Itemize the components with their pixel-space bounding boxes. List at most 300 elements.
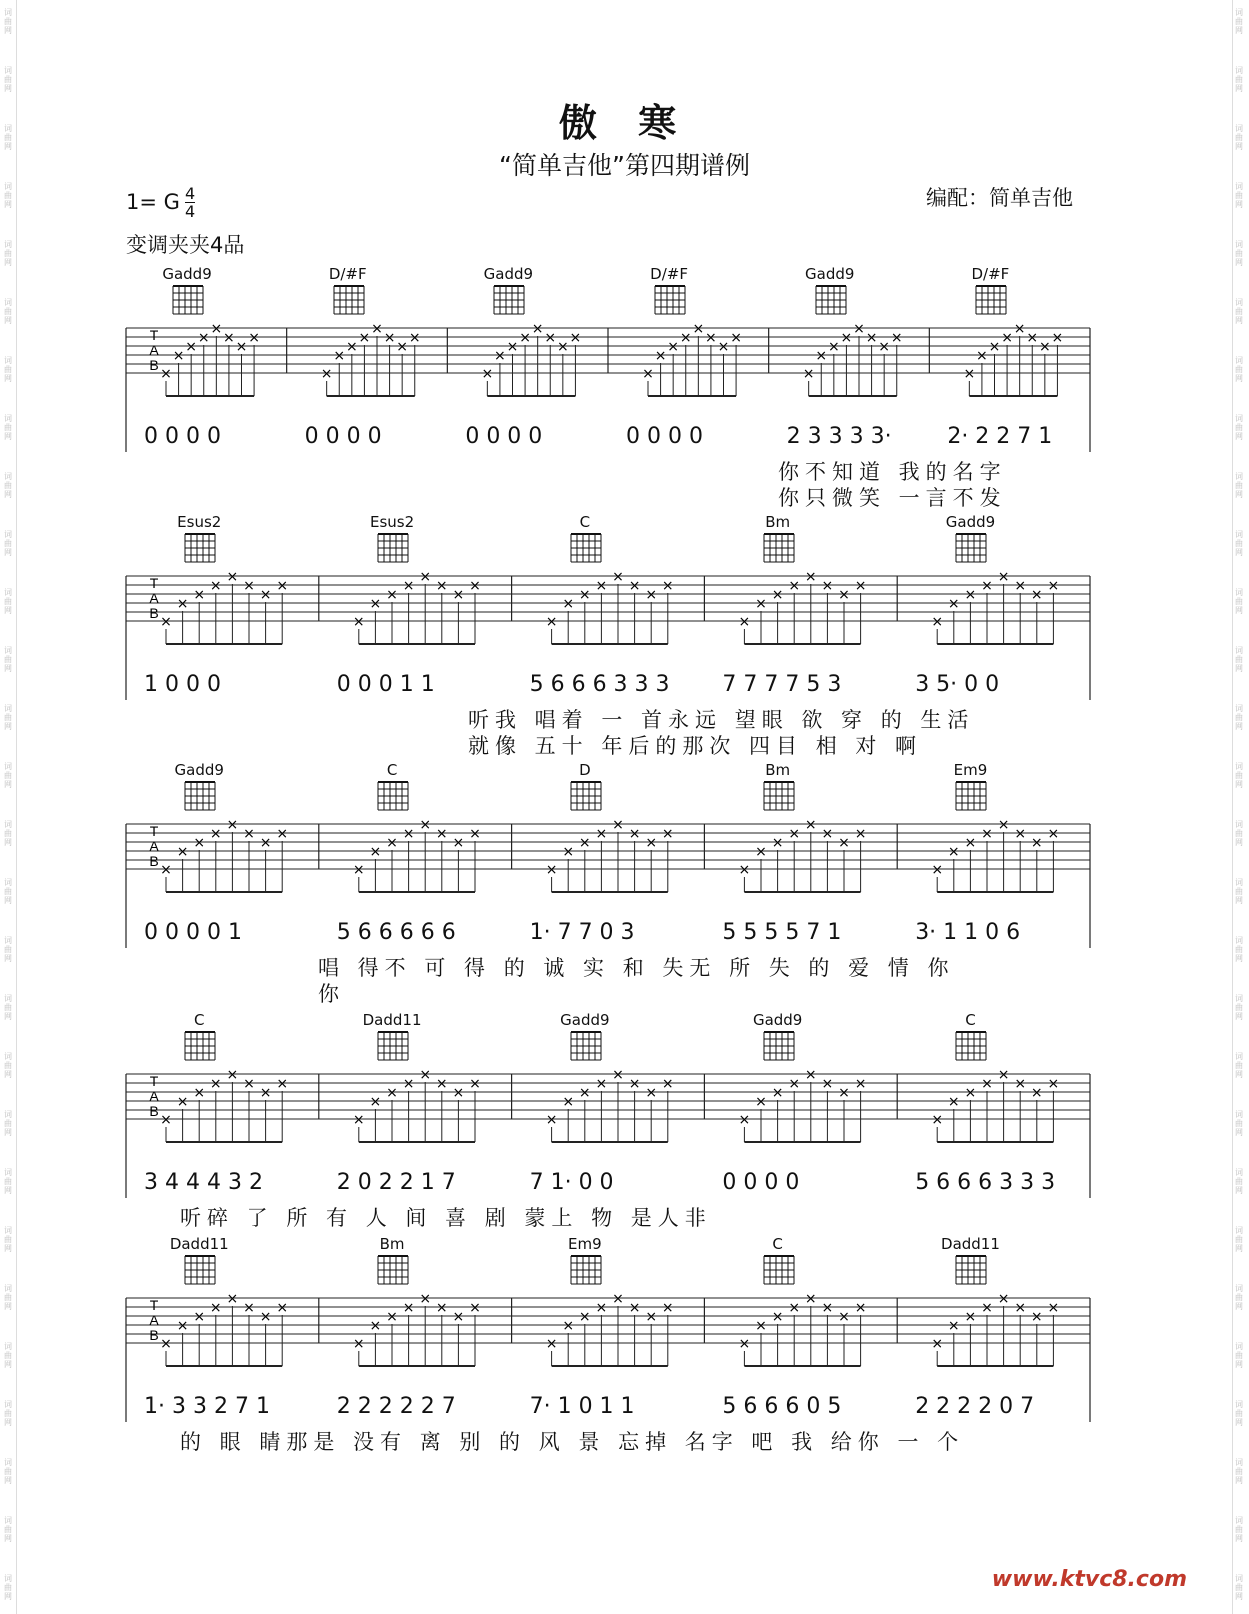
tab-note: ×	[435, 578, 448, 594]
tab-note: ×	[821, 826, 834, 842]
page-title: 傲 寒	[558, 100, 691, 145]
tab-note: ×	[243, 578, 255, 594]
jianpu-measure: 5 6 6 6 0 5	[722, 1394, 842, 1419]
tab-clef-letter: A	[149, 590, 159, 606]
score-system	[0, 510, 1249, 758]
chord-name: Esus2	[177, 513, 222, 531]
tab-note: ×	[494, 348, 506, 364]
tab-note: ×	[692, 321, 705, 337]
tab-note: ×	[931, 614, 944, 630]
watermark-text: 词曲网	[4, 1168, 12, 1195]
tab-clef-letter: T	[149, 1297, 159, 1313]
watermark-text: 词曲网	[4, 762, 12, 789]
watermark-text: 词曲网	[4, 820, 12, 847]
jianpu-measure: 1 0 0 0	[144, 672, 221, 697]
tab-note: ×	[628, 1300, 641, 1316]
tab-note: ×	[545, 862, 558, 878]
tab-note: ×	[840, 330, 853, 346]
lyrics-line-2: 你	[318, 982, 345, 1006]
tab-note: ×	[578, 835, 591, 851]
tab-note: ×	[333, 348, 346, 364]
tab-note: ×	[854, 1300, 867, 1316]
jianpu-measure: 2 2 2 2 0 7	[915, 1394, 1035, 1419]
jianpu-measure: 1· 3 3 2 7 1	[144, 1394, 270, 1419]
tab-note: ×	[947, 1094, 960, 1110]
tab-note: ×	[964, 1085, 977, 1101]
tab-note: ×	[545, 614, 558, 630]
tab-note: ×	[193, 835, 206, 851]
tab-note: ×	[578, 1309, 591, 1325]
chord-name: C	[386, 761, 398, 779]
watermark-text: 词曲网	[1235, 240, 1243, 267]
tab-note: ×	[788, 578, 801, 594]
watermark-text: 词曲网	[4, 878, 12, 905]
tab-note: ×	[435, 1076, 448, 1092]
tab-note: ×	[755, 1094, 767, 1110]
tab-note: ×	[931, 1336, 944, 1352]
jianpu-measure: 7 7 7 7 5 3	[722, 672, 842, 697]
tab-note: ×	[469, 826, 481, 842]
tab-note: ×	[223, 330, 235, 346]
tab-clef-letter: T	[149, 575, 159, 591]
jianpu-measure: 2· 2 2 7 1	[947, 424, 1053, 449]
watermark-text: 词曲网	[4, 1284, 12, 1311]
watermark-text: 词曲网	[4, 936, 12, 963]
lyrics-line-1: 唱 得不 可 得 的 诚 实 和 失无 所 失 的 爱 情 你	[318, 956, 955, 980]
tab-note: ×	[931, 1112, 944, 1128]
tab-note: ×	[804, 569, 817, 585]
tab-clef-letter: B	[149, 1103, 159, 1119]
watermark-text: 词曲网	[4, 356, 12, 383]
tab-note: ×	[738, 862, 751, 878]
tab-note: ×	[997, 817, 1010, 833]
watermark-text: 词曲网	[1235, 1284, 1243, 1311]
tab-note: ×	[997, 569, 1010, 585]
tab-note: ×	[821, 1076, 834, 1092]
jianpu-measure: 0 0 0 0	[465, 424, 543, 449]
score-system	[0, 758, 1249, 1006]
chord-name: Gadd9	[162, 265, 212, 283]
tab-note: ×	[226, 1067, 239, 1083]
tab-note: ×	[562, 1094, 575, 1110]
chord-name: Gadd9	[805, 265, 855, 283]
tab-note: ×	[556, 339, 569, 355]
tab-note: ×	[854, 1076, 867, 1092]
watermark-text: 词曲网	[1235, 762, 1243, 789]
tab-note: ×	[383, 330, 396, 346]
chord-name: Dadd11	[169, 1235, 229, 1253]
tab-note: ×	[827, 339, 840, 355]
watermark-text: 词曲网	[1235, 530, 1243, 557]
watermark-text: 词曲网	[1235, 1458, 1243, 1485]
watermark-text: 词曲网	[1235, 878, 1243, 905]
watermark-text: 词曲网	[1235, 356, 1243, 383]
watermark-text: 词曲网	[4, 1052, 12, 1079]
tab-note: ×	[452, 1085, 465, 1101]
tab-note: ×	[981, 578, 993, 594]
tab-note: ×	[815, 348, 828, 364]
tab-note: ×	[358, 330, 371, 346]
tab-note: ×	[755, 1318, 767, 1334]
tab-note: ×	[802, 366, 815, 382]
watermark-text: 词曲网	[1235, 1574, 1243, 1601]
tab-note: ×	[386, 1309, 398, 1325]
tab-note: ×	[352, 862, 365, 878]
tab-note: ×	[452, 587, 465, 603]
tab-note: ×	[209, 1300, 222, 1316]
chord-name: Bm	[379, 1235, 405, 1253]
tab-note: ×	[276, 1076, 289, 1092]
tab-note: ×	[259, 1309, 272, 1325]
chord-name: D/#F	[650, 265, 688, 283]
tab-clef-letter: T	[149, 327, 159, 343]
jianpu-measure: 0 0 0 0	[626, 424, 703, 449]
tab-note: ×	[679, 330, 692, 346]
tab-note: ×	[804, 817, 817, 833]
jianpu-measure: 2 0 2 2 1 7	[336, 1170, 456, 1195]
tab-note: ×	[738, 614, 751, 630]
tab-note: ×	[642, 366, 654, 382]
jianpu-measure: 5 6 6 6 3 3 3	[529, 672, 670, 697]
jianpu-measure: 7· 1 0 1 1	[529, 1394, 635, 1419]
watermark-text: 词曲网	[1235, 66, 1243, 93]
tab-note: ×	[519, 330, 531, 346]
tab-note: ×	[661, 1300, 674, 1316]
watermark-text: 词曲网	[4, 1400, 12, 1427]
tab-note: ×	[661, 578, 674, 594]
tab-clef-letter: A	[149, 838, 159, 854]
watermark-text: 词曲网	[4, 124, 12, 151]
watermark-text: 词曲网	[1235, 1052, 1243, 1079]
tab-note: ×	[645, 1085, 658, 1101]
tab-note: ×	[369, 844, 382, 860]
tab-note: ×	[628, 578, 641, 594]
tab-note: ×	[947, 1318, 960, 1334]
tab-note: ×	[1038, 339, 1051, 355]
tab-clef-letter: A	[149, 1312, 159, 1328]
watermark-text: 词曲网	[4, 472, 12, 499]
tab-clef-letter: T	[149, 1073, 159, 1089]
jianpu-measure: 0 0 0 0	[722, 1170, 800, 1195]
chord-name: Dadd11	[941, 1235, 1000, 1253]
tab-note: ×	[771, 1085, 784, 1101]
tab-note: ×	[931, 862, 944, 878]
watermark-text: 词曲网	[4, 240, 12, 267]
tab-note: ×	[667, 339, 680, 355]
tab-note: ×	[612, 1067, 624, 1083]
tab-note: ×	[408, 330, 421, 346]
tab-note: ×	[276, 1300, 289, 1316]
tab-note: ×	[771, 835, 784, 851]
watermark-text: 词曲网	[1235, 1516, 1243, 1543]
tab-clef-letter: B	[149, 853, 159, 869]
tab-note: ×	[226, 569, 239, 585]
tab-note: ×	[645, 835, 658, 851]
tab-note: ×	[160, 862, 172, 878]
tab-note: ×	[386, 835, 398, 851]
tab-note: ×	[595, 826, 608, 842]
tab-note: ×	[1014, 1300, 1027, 1316]
tab-note: ×	[176, 844, 189, 860]
tab-note: ×	[506, 339, 519, 355]
tab-note: ×	[1014, 1076, 1027, 1092]
tab-note: ×	[160, 614, 172, 630]
tab-note: ×	[209, 1076, 222, 1092]
chord-name: Gadd9	[560, 1011, 610, 1029]
tab-note: ×	[878, 339, 891, 355]
tab-note: ×	[771, 587, 784, 603]
watermark-text: 词曲网	[1235, 1226, 1243, 1253]
tab-note: ×	[1014, 826, 1027, 842]
tab-note: ×	[1047, 1076, 1060, 1092]
tab-note: ×	[821, 578, 834, 594]
tab-note: ×	[419, 1067, 432, 1083]
tab-note: ×	[243, 826, 255, 842]
tab-note: ×	[193, 587, 206, 603]
chord-name: D/#F	[328, 265, 367, 283]
chord-name: C	[579, 513, 591, 531]
watermark-text: 词曲网	[4, 1226, 12, 1253]
tab-note: ×	[1047, 1300, 1060, 1316]
chord-name: D	[579, 761, 591, 779]
watermark-text: 词曲网	[4, 414, 12, 441]
tab-note: ×	[369, 1318, 382, 1334]
tab-note: ×	[612, 817, 624, 833]
watermark-text: 词曲网	[4, 66, 12, 93]
tab-note: ×	[595, 1300, 608, 1316]
watermark-text: 词曲网	[1235, 298, 1243, 325]
chord-name: Esus2	[369, 513, 415, 531]
chord-name: Gadd9	[945, 513, 996, 531]
site-url[interactable]: www.ktvc8.com	[991, 1567, 1187, 1592]
tab-note: ×	[890, 330, 903, 346]
jianpu-measure: 7 1· 0 0	[529, 1170, 614, 1195]
jianpu-measure: 5 6 6 6 6 6	[336, 920, 456, 945]
tab-note: ×	[1014, 578, 1027, 594]
tab-clef-letter: T	[149, 823, 159, 839]
jianpu-measure: 3 4 4 4 3 2	[144, 1170, 263, 1195]
tab-note: ×	[788, 826, 801, 842]
tab-note: ×	[197, 330, 210, 346]
tab-note: ×	[369, 1094, 382, 1110]
tab-note: ×	[276, 826, 289, 842]
tab-note: ×	[545, 1112, 558, 1128]
chord-name: C	[772, 1235, 783, 1253]
page-subtitle: “简单吉他”第四期谱例	[499, 151, 750, 180]
watermark-text: 词曲网	[1235, 1110, 1243, 1137]
tab-note: ×	[578, 587, 591, 603]
tab-note: ×	[226, 1291, 239, 1307]
watermark-text: 词曲网	[1235, 1342, 1243, 1369]
tab-note: ×	[235, 339, 248, 355]
tab-note: ×	[209, 578, 222, 594]
tab-note: ×	[788, 1076, 801, 1092]
tab-note: ×	[452, 1309, 465, 1325]
tab-note: ×	[545, 1336, 558, 1352]
tab-note: ×	[738, 1112, 751, 1128]
jianpu-measure: 0 0 0 0 1	[144, 920, 242, 945]
tab-note: ×	[612, 569, 624, 585]
chord-name: Gadd9	[174, 761, 224, 779]
tab-note: ×	[419, 817, 432, 833]
tab-note: ×	[243, 1300, 255, 1316]
tab-note: ×	[176, 596, 189, 612]
tab-note: ×	[771, 1309, 784, 1325]
tab-note: ×	[1030, 835, 1043, 851]
tab-note: ×	[947, 844, 960, 860]
lyrics-line-1: 的 眼 睛那是 没有 离 别 的 风 景 忘掉 名字 吧 我 给你 一 个	[180, 1430, 965, 1454]
tab-note: ×	[386, 1085, 398, 1101]
tab-note: ×	[185, 339, 198, 355]
watermark-text: 词曲网	[4, 994, 12, 1021]
jianpu-measure: 0 0 0 1 1	[336, 672, 435, 697]
tab-note: ×	[402, 1076, 415, 1092]
tab-note: ×	[964, 835, 977, 851]
watermark-text: 词曲网	[4, 1110, 12, 1137]
tab-note: ×	[172, 348, 185, 364]
tab-note: ×	[1026, 330, 1039, 346]
tab-note: ×	[320, 366, 333, 382]
tab-note: ×	[595, 578, 608, 594]
watermark-text: 词曲网	[4, 588, 12, 615]
tab-note: ×	[176, 1094, 189, 1110]
capo-note: 变调夹夹4品	[126, 233, 245, 257]
tab-note: ×	[853, 321, 865, 337]
tab-note: ×	[209, 826, 222, 842]
jianpu-measure: 5 5 5 5 7 1	[722, 920, 842, 945]
tab-clef-letter: A	[149, 1088, 159, 1104]
lyrics-line-1: 听碎 了 所 有 人 间 喜 剧 蒙上 物 是人非	[180, 1206, 712, 1230]
lyrics-line-2: 就像 五十 年后的那次 四目 相 对 啊	[468, 734, 923, 758]
watermark-text: 词曲网	[1235, 1168, 1243, 1195]
tab-note: ×	[628, 1076, 641, 1092]
chord-name: C	[194, 1011, 205, 1029]
time-signature	[185, 185, 195, 220]
tab-note: ×	[469, 1300, 481, 1316]
tab-note: ×	[176, 1318, 189, 1334]
time-signature-bottom: 4	[185, 202, 196, 221]
lyrics-line-1: 听我 唱着 一 首永远 望眼 欲 穿 的 生活	[468, 708, 975, 732]
watermark-text: 词曲网	[1235, 994, 1243, 1021]
tab-note: ×	[396, 339, 409, 355]
chord-name: D/#F	[971, 265, 1010, 283]
tab-note: ×	[276, 578, 289, 594]
tab-note: ×	[481, 366, 494, 382]
tab-note: ×	[345, 339, 358, 355]
watermark-text: 词曲网	[4, 1458, 12, 1485]
watermark-text: 词曲网	[1235, 472, 1243, 499]
tab-note: ×	[402, 1300, 415, 1316]
watermark-text: 词曲网	[4, 182, 12, 209]
tab-note: ×	[755, 844, 767, 860]
tab-note: ×	[1013, 321, 1026, 337]
tab-note: ×	[804, 1067, 817, 1083]
tab-note: ×	[645, 587, 658, 603]
jianpu-measure: 1· 7 7 0 3	[529, 920, 635, 945]
tab-note: ×	[865, 330, 878, 346]
tab-note: ×	[976, 348, 988, 364]
tab-note: ×	[738, 1336, 751, 1352]
tab-note: ×	[1030, 1309, 1043, 1325]
tab-note: ×	[730, 330, 742, 346]
tab-note: ×	[854, 826, 867, 842]
tab-note: ×	[981, 1300, 993, 1316]
tab-note: ×	[371, 321, 383, 337]
watermark-text: 词曲网	[4, 1342, 12, 1369]
tab-note: ×	[654, 348, 667, 364]
tab-note: ×	[569, 330, 582, 346]
tab-note: ×	[788, 1300, 801, 1316]
tab-note: ×	[210, 321, 223, 337]
tab-note: ×	[562, 596, 575, 612]
watermark-text: 词曲网	[1235, 820, 1243, 847]
tab-note: ×	[160, 1112, 172, 1128]
tab-note: ×	[595, 1076, 608, 1092]
watermark-text: 词曲网	[1235, 704, 1243, 731]
chord-name: C	[965, 1011, 976, 1029]
tab-note: ×	[997, 1067, 1010, 1083]
chord-name: Em9	[568, 1235, 602, 1253]
time-signature-top: 4	[185, 184, 196, 203]
jianpu-measure: 0 0 0 0	[144, 424, 221, 449]
score-system	[0, 262, 1249, 510]
jianpu-measure: 3 5· 0 0	[915, 672, 1000, 697]
score-system	[0, 1232, 1249, 1462]
jianpu-measure: 2 2 2 2 2 7	[336, 1394, 456, 1419]
tab-note: ×	[981, 826, 993, 842]
tab-note: ×	[997, 1291, 1010, 1307]
tab-note: ×	[963, 366, 976, 382]
tab-note: ×	[854, 578, 867, 594]
tab-clef-letter: A	[149, 342, 159, 358]
watermark-text: 词曲网	[4, 8, 12, 35]
watermark-text: 词曲网	[4, 704, 12, 731]
tab-note: ×	[248, 330, 260, 346]
tab-note: ×	[259, 587, 272, 603]
key-signature: 1= G	[126, 190, 180, 214]
tab-note: ×	[804, 1291, 817, 1307]
tab-note: ×	[544, 330, 557, 346]
watermark-text: 词曲网	[1235, 124, 1243, 151]
watermark-text: 词曲网	[1235, 8, 1243, 35]
tab-note: ×	[352, 614, 365, 630]
tab-note: ×	[259, 1085, 272, 1101]
jianpu-measure: 3· 1 1 0 6	[915, 920, 1021, 945]
tab-note: ×	[160, 366, 172, 382]
chord-name: Gadd9	[752, 1011, 803, 1029]
tab-note: ×	[259, 835, 272, 851]
chord-name: Em9	[953, 761, 988, 779]
score-system	[0, 1008, 1249, 1238]
tab-clef-letter: B	[149, 357, 159, 373]
tab-note: ×	[469, 578, 481, 594]
tab-note: ×	[369, 596, 382, 612]
tab-note: ×	[838, 587, 850, 603]
watermark-text: 词曲网	[1235, 588, 1243, 615]
tab-note: ×	[1030, 587, 1043, 603]
tab-note: ×	[705, 330, 717, 346]
tab-note: ×	[193, 1309, 206, 1325]
tab-note: ×	[838, 1085, 850, 1101]
tab-note: ×	[1051, 330, 1064, 346]
watermark-text: 词曲网	[4, 1574, 12, 1601]
lyrics-line-1: 你不知道 我的名字	[778, 460, 1007, 484]
tab-note: ×	[821, 1300, 834, 1316]
watermark-text: 词曲网	[4, 298, 12, 325]
chord-name: Dadd11	[362, 1011, 422, 1029]
tab-note: ×	[661, 1076, 674, 1092]
tab-note: ×	[531, 321, 544, 337]
